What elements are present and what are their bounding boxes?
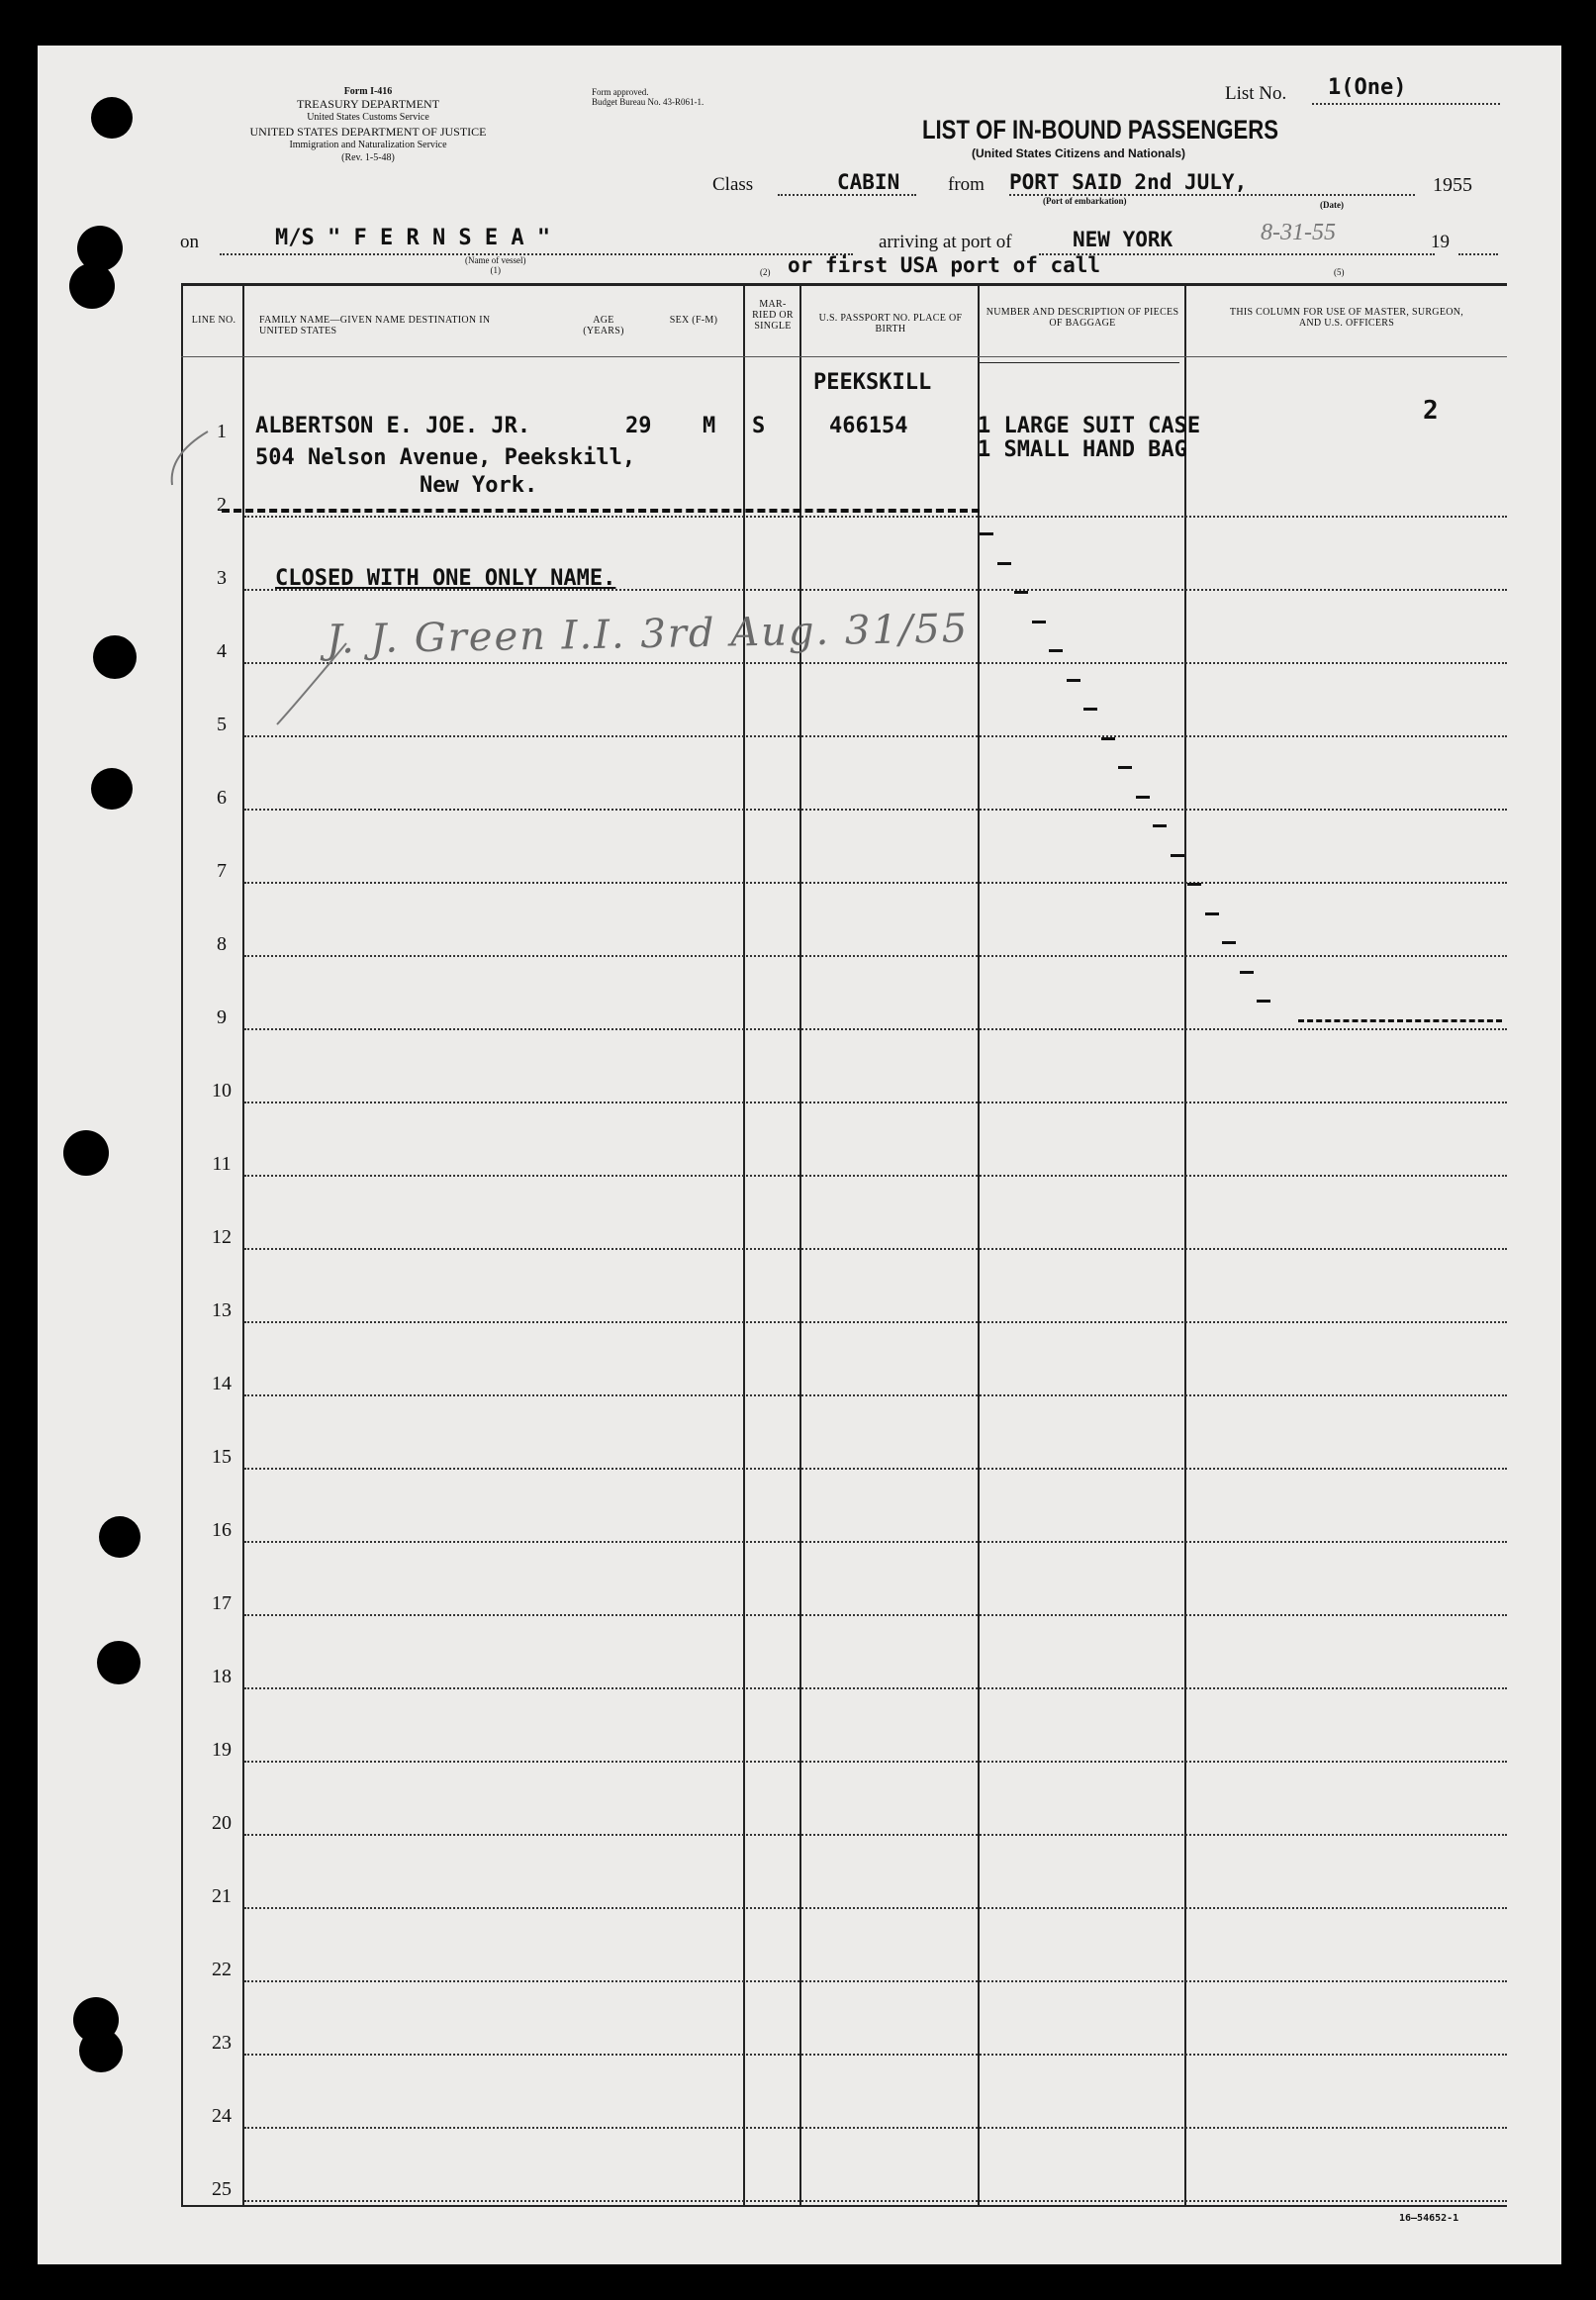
line-rule	[244, 1102, 1507, 1103]
closing-note: CLOSED WITH ONE ONLY NAME.	[275, 566, 616, 591]
line-rule	[244, 1468, 1507, 1470]
line-rule	[244, 1248, 1507, 1250]
cancel-step	[980, 532, 993, 535]
officer-mark: 2	[1423, 396, 1439, 426]
line-number: 9	[217, 1006, 227, 1028]
passenger-age: 29	[625, 414, 652, 438]
customs-service: United States Customs Service	[307, 112, 429, 123]
line-number: 2	[217, 494, 227, 516]
class-label: Class	[712, 174, 754, 195]
justice-department: UNITED STATES DEPARTMENT OF JUSTICE	[249, 125, 487, 139]
vessel-caption: (Name of vessel) (1)	[465, 255, 526, 275]
cancel-step	[1153, 824, 1167, 827]
baggage-line-2: 1 SMALL HAND BAG	[978, 437, 1187, 462]
line-rule	[244, 809, 1507, 811]
cancel-step	[1257, 1000, 1270, 1003]
line-number: 14	[212, 1373, 232, 1394]
binder-hole	[99, 1516, 141, 1558]
table-bottom-rule	[181, 2205, 1507, 2207]
officer-signature: J. J. Green I.I. 3rd Aug. 31/55	[326, 606, 970, 663]
cancel-step	[997, 562, 1011, 565]
line-number: 22	[212, 1959, 232, 1980]
col-header-name: FAMILY NAME—GIVEN NAME DESTINATION IN UNITED STATES	[259, 315, 491, 336]
line-rule	[244, 1687, 1507, 1689]
cancel-step	[1136, 796, 1150, 799]
revision-date: (Rev. 1-5-48)	[341, 152, 395, 163]
cancel-step	[1014, 591, 1028, 594]
line-number: 24	[212, 2105, 232, 2127]
cancel-step	[1049, 649, 1063, 652]
line-rule	[244, 1980, 1507, 1982]
cancel-step	[1032, 621, 1046, 623]
cancel-step	[1205, 912, 1219, 915]
class-value: CABIN	[837, 170, 900, 194]
treasury-department: TREASURY DEPARTMENT	[296, 97, 440, 111]
col-header-line-no: LINE NO.	[191, 315, 236, 326]
form-approved: Form approved.	[592, 87, 649, 97]
col-header-age: AGE (YEARS)	[583, 315, 624, 336]
line-number: 17	[212, 1592, 232, 1614]
arriving-label: arriving at port of	[879, 232, 1012, 252]
year-prefix: 19	[1431, 232, 1450, 252]
from-label: from	[948, 174, 985, 195]
date-caption-number: (5)	[1334, 267, 1345, 277]
binder-hole	[69, 263, 115, 309]
line-rule	[244, 1614, 1507, 1616]
line-rule	[244, 1907, 1507, 1909]
cancel-step	[1067, 679, 1080, 682]
line-rule	[244, 662, 1507, 664]
list-no-label: List No.	[1225, 83, 1287, 104]
passenger-birthplace: PEEKSKILL	[813, 370, 932, 395]
cancel-step	[1240, 971, 1254, 974]
line-number: 8	[217, 933, 227, 955]
line-number: 20	[212, 1812, 232, 1834]
binder-hole	[91, 768, 133, 810]
binder-hole	[79, 2029, 123, 2072]
list-no-value: 1(One)	[1328, 75, 1407, 100]
line-rule	[244, 2054, 1507, 2056]
passenger-sex: M	[703, 414, 716, 438]
cancel-step	[1187, 883, 1201, 886]
passenger-passport-number: 466154	[829, 414, 908, 438]
line-number: 13	[212, 1299, 232, 1321]
line-number: 25	[212, 2178, 232, 2200]
col-header-officers: THIS COLUMN FOR USE OF MASTER, SURGEON, AND U.S. OFFICERS	[1229, 307, 1464, 329]
line-rule	[244, 1761, 1507, 1763]
binder-hole	[93, 635, 137, 679]
line-number: 11	[212, 1153, 232, 1175]
line-number: 3	[217, 567, 227, 589]
line-number: 12	[212, 1226, 232, 1248]
passenger-name: ALBERTSON E. JOE. JR.	[255, 414, 531, 438]
cancel-step	[1222, 941, 1236, 944]
line-rule	[244, 882, 1507, 884]
date-caption: (Date)	[1320, 200, 1344, 210]
line-number: 15	[212, 1446, 232, 1468]
line-rule	[244, 1028, 1507, 1030]
cancel-step	[1118, 766, 1132, 769]
line-number: 23	[212, 2032, 232, 2054]
line-rule	[244, 2200, 1507, 2202]
line-number: 1	[217, 421, 227, 442]
cancel-step	[1171, 854, 1184, 857]
approval-block	[592, 87, 704, 107]
year-value: 1955	[1433, 174, 1472, 196]
officer-column-end-rule	[1298, 1019, 1502, 1022]
line-rule	[244, 1321, 1507, 1323]
line-number: 6	[217, 787, 227, 809]
line-rule	[244, 1175, 1507, 1177]
line-number: 5	[217, 714, 227, 735]
on-label: on	[180, 232, 199, 252]
col-header-sex: SEX (F-M)	[669, 315, 718, 326]
arrival-date-handwritten: 8-31-55	[1261, 220, 1336, 245]
line-number: 4	[217, 640, 227, 662]
manifest-subtitle: (United States Citizens and Nationals)	[972, 146, 1186, 160]
signature-stroke	[148, 416, 406, 742]
line-rule	[244, 1394, 1507, 1396]
line-rule	[244, 955, 1507, 957]
port-caption: (Port of embarkation)	[1043, 196, 1127, 206]
line-rule	[244, 735, 1507, 737]
binder-hole	[91, 97, 133, 139]
budget-bureau: Budget Bureau No. 43-R061-1.	[592, 97, 704, 107]
first-port-of-call: or first USA port of call	[788, 253, 1101, 277]
line-number: 10	[212, 1080, 232, 1102]
binder-hole	[97, 1641, 141, 1684]
line-rule	[244, 516, 1507, 518]
vessel-name: M/S " F E R N S E A "	[275, 226, 551, 250]
form-id-block	[180, 85, 556, 164]
col-header-married: MAR-RIED OR SINGLE	[752, 299, 794, 332]
line-number: 21	[212, 1885, 232, 1907]
from-value: PORT SAID 2nd JULY,	[1009, 170, 1248, 194]
line-number: 7	[217, 860, 227, 882]
line-number: 19	[212, 1739, 232, 1761]
cancel-step	[1083, 708, 1097, 711]
col-header-baggage: NUMBER AND DESCRIPTION OF PIECES OF BAGGAGE	[986, 307, 1179, 329]
col-header-passport: U.S. PASSPORT NO. PLACE OF BIRTH	[818, 313, 963, 335]
line-rule	[244, 2127, 1507, 2129]
form-print-code: 16—54652-1	[1399, 2213, 1459, 2224]
form-number: Form I-416	[343, 86, 393, 97]
line-number: 18	[212, 1666, 232, 1687]
manifest-title: LIST OF IN-BOUND PASSENGERS	[922, 115, 1279, 144]
baggage-line-1: 1 LARGE SUIT CASE	[978, 414, 1201, 438]
passenger-address-1: 504 Nelson Avenue, Peekskill,	[255, 445, 636, 470]
binder-hole	[63, 1130, 109, 1176]
first-port-number: (2)	[760, 267, 771, 277]
immigration-service: Immigration and Naturalization Service	[289, 140, 447, 150]
arriving-port: NEW YORK	[1073, 228, 1174, 251]
passenger-address-2: New York.	[420, 473, 538, 498]
line-rule	[244, 1541, 1507, 1543]
passenger-marital-status: S	[752, 414, 766, 438]
table-top-rule	[181, 283, 1507, 286]
line-number: 16	[212, 1519, 232, 1541]
header-divider	[181, 356, 1507, 357]
line-rule	[244, 1834, 1507, 1836]
cancel-step	[1101, 737, 1115, 740]
